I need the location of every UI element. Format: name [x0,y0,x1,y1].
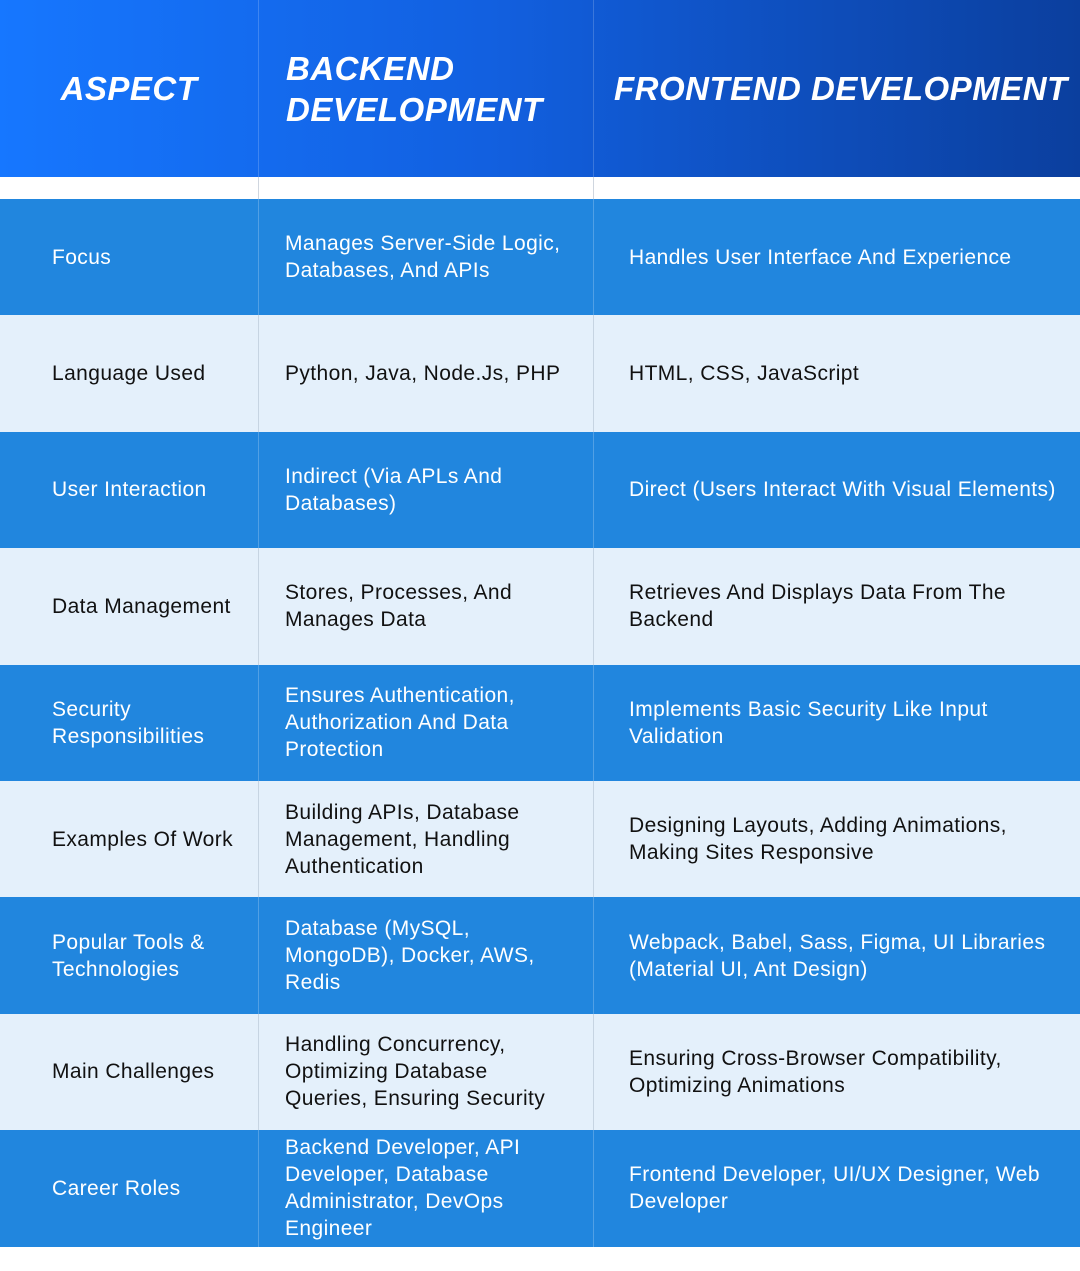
row-frontend-cell [629,199,1059,315]
row-aspect-cell [52,315,242,431]
cell-text: Building APIs, Database Management, Handling Authentication [285,800,520,878]
column-divider [258,315,259,431]
row-backend-cell [285,548,575,664]
row-frontend-cell [629,897,1059,1013]
cell-text: Ensures Authentication, Authorization And Data Protection [285,684,515,762]
header-gap [0,177,1080,199]
table-row [0,665,1080,781]
table-row [0,781,1080,897]
cell-text: Popular Tools & Technologies [52,930,205,981]
column-divider [258,665,259,781]
header-frontend: FRONTEND DEVELOPMENT [614,70,1068,107]
table-body [0,199,1080,1247]
column-divider [258,432,259,548]
cell-text: Direct (Users Interact With Visual Elements) [629,478,1056,502]
row-backend-cell [285,1014,575,1130]
row-frontend-cell [629,781,1059,897]
cell-text: Indirect (Via APLs And Databases) [285,464,503,515]
gap-divider [593,177,594,199]
cell-text: Focus [52,245,112,269]
cell-text: Handles User Interface And Experience [629,245,1012,269]
table-header [0,0,1080,177]
row-aspect-cell [52,665,242,781]
table-row [0,1014,1080,1130]
table-row [0,1130,1080,1246]
row-backend-cell [285,199,575,315]
cell-text: Designing Layouts, Adding Animations, Making Sites Responsive [629,814,1007,865]
cell-text: Language Used [52,362,206,386]
cell-text: Python, Java, Node.Js, PHP [285,362,561,386]
column-divider [593,781,594,897]
column-divider [593,1130,594,1246]
row-frontend-cell [629,548,1059,664]
column-divider [593,548,594,664]
row-aspect-cell [52,548,242,664]
cell-text: HTML, CSS, JavaScript [629,362,860,386]
row-backend-cell [285,665,575,781]
cell-text: User Interaction [52,478,207,502]
header-aspect: ASPECT [60,70,198,107]
row-backend-cell [285,897,575,1013]
cell-text: Handling Concurrency, Optimizing Database Queries, Ensuring Security [285,1033,546,1111]
cell-text: Ensuring Cross-Browser Compatibility, Optimizing Animations [629,1046,1002,1097]
cell-text: Career Roles [52,1176,181,1200]
cell-text: Backend Developer, API Developer, Database Administrator, DevOps Engineer [285,1136,521,1241]
cell-text: Implements Basic Security Like Input Validation [629,697,988,748]
column-divider [593,315,594,431]
column-divider [258,1130,259,1246]
gap-divider [258,177,259,199]
cell-text: Stores, Processes, And Manages Data [285,581,513,632]
column-divider [593,665,594,781]
column-divider [258,897,259,1013]
column-divider [258,548,259,664]
cell-text: Frontend Developer, UI/UX Designer, Web Developer [629,1163,1040,1214]
row-backend-cell [285,781,575,897]
row-frontend-cell [629,665,1059,781]
table-row [0,432,1080,548]
row-aspect-cell [52,1014,242,1130]
cell-text: Manages Server-Side Logic, Databases, And APIs [285,232,561,283]
column-divider [593,432,594,548]
row-frontend-cell [629,315,1059,431]
row-frontend-cell [629,1130,1059,1246]
table-row [0,548,1080,664]
column-divider [258,1014,259,1130]
column-divider [593,897,594,1013]
table-row [0,199,1080,315]
row-frontend-cell [629,432,1059,548]
row-aspect-cell [52,432,242,548]
table-row [0,897,1080,1013]
row-backend-cell [285,1130,575,1246]
row-frontend-cell [629,1014,1059,1130]
cell-text: Webpack, Babel, Sass, Figma, UI Libraries (Material UI, Ant Design) [629,930,1046,981]
header-divider [593,0,594,177]
column-divider [258,781,259,897]
table-row [0,315,1080,431]
column-divider [593,1014,594,1130]
header-divider [258,0,259,177]
column-divider [258,199,259,315]
cell-text: Database (MySQL, MongoDB), Docker, AWS, Redis [285,917,535,995]
row-aspect-cell [52,1130,242,1246]
row-aspect-cell [52,897,242,1013]
cell-text: Data Management [52,594,231,618]
row-aspect-cell [52,781,242,897]
column-divider [593,199,594,315]
cell-text: Main Challenges [52,1060,215,1084]
row-backend-cell [285,315,575,431]
row-backend-cell [285,432,575,548]
cell-text: Retrieves And Displays Data From The Backend [629,581,1006,632]
cell-text: Examples Of Work [52,827,234,851]
header-backend: BACKEND DEVELOPMENT [286,49,543,128]
cell-text: Security Responsibilities [52,697,205,748]
row-aspect-cell [52,199,242,315]
